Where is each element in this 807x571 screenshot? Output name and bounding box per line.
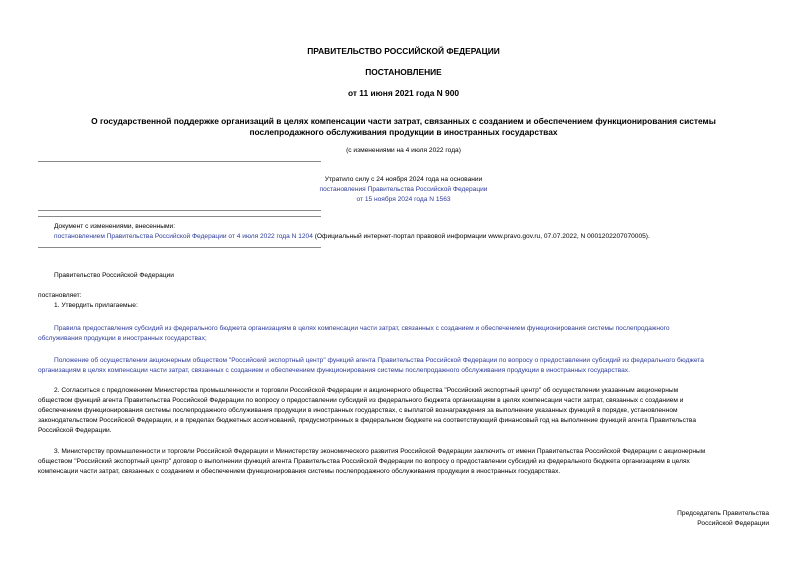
regulation-link[interactable]: Положение об осуществлении акционерным обществом "Российский экспортный центр" функций агента Правительства Российской Федерации по вопросу о предоставлении субсидий из федерального бюджета <box>54 357 704 364</box>
amendments-note: (с изменениями на 4 июля 2022 года) <box>346 147 461 154</box>
decides: постановляет: <box>38 292 82 299</box>
divider <box>38 247 321 248</box>
item-2-line: обществом функций агента Правительства Российской Федерации по вопросу о предоставлении субсидий из федерального бюджета организациям в целях компенсации части затрат, связанных с созданием и <box>38 397 684 404</box>
changes-label: Документ с изменениями, внесенными: <box>54 223 176 230</box>
document-title-line-2: послепродажного обслуживания продукции в иностранных государствах <box>249 127 558 137</box>
signature-org: Российской Федерации <box>697 520 769 527</box>
item-2-line: Российской Федерации. <box>38 427 112 434</box>
expired-decree-link-date[interactable]: от 15 ноября 2024 года N 1563 <box>356 196 451 203</box>
changes-source: (Официальный интернет-портал правовой информации www.pravo.gov.ru, 07.07.2022, N 0001202207070005). <box>312 233 650 240</box>
authority: Правительство Российской Федерации <box>54 272 174 279</box>
rules-link-cont[interactable]: обслуживания продукции в иностранных государствах; <box>38 335 207 342</box>
item-3-line: 3. Министерству промышленности и торговли Российской Федерации и Министерству экономического развития Российской Федерации заключить от имени Правительства Российской Федерации с акционерным <box>54 448 706 455</box>
rules-link[interactable]: Правила предоставления субсидий из федерального бюджета организациям в целях компенсации части затрат, связанных с созданием и обеспечением функционирования системы послепродажного <box>54 325 670 332</box>
changes-line <box>54 232 650 242</box>
item-1: 1. Утвердить прилагаемые: <box>54 302 138 309</box>
item-2-line: обеспечением функционирования системы послепродажного обслуживания продукции в иностранных государствах, с выплатой вознаграждения за выполнение указанных функций в порядке, установленном <box>38 407 678 414</box>
divider <box>38 210 321 211</box>
item-3-line: обществом "Российский экспортный центр" договор о выполнении функций агента Правительства Российской Федерации по вопросу о предоставлении субсидий из федерального бюджета организациям в целях <box>38 458 690 465</box>
item-3-line: компенсации части затрат, связанных с созданием и обеспечением функционирования системы послепродажного обслуживания продукции в иностранных государствах. <box>38 468 561 475</box>
signature-title: Председатель Правительства <box>677 510 769 517</box>
document-type: ПОСТАНОВЛЕНИЕ <box>365 67 442 77</box>
divider <box>38 216 321 217</box>
document-title-line-1: О государственной поддержке организаций в целях компенсации части затрат, связанных с созданием и обеспечением функционирования системы <box>91 116 716 126</box>
government-title: ПРАВИТЕЛЬСТВО РОССИЙСКОЙ ФЕДЕРАЦИИ <box>307 46 500 56</box>
expired-notice: Утратило силу с 24 ноября 2024 года на основании <box>324 176 483 183</box>
regulation-link-cont[interactable]: организациям в целях компенсации части затрат, связанных с созданием и обеспечением функционирования системы послепродажного обслуживания продукции в иностранных государствах. <box>38 367 630 374</box>
expired-decree-link[interactable]: постановления Правительства Российской Федерации <box>319 186 488 193</box>
item-2-line: законодательством Российской Федерации, и в пределах бюджетных ассигнований, предусмотренных в федеральном бюджете на соответствующий финансовый год на выполнение функций агента Правительства <box>38 417 696 424</box>
document-date-number: от 11 июня 2021 года N 900 <box>347 88 460 98</box>
divider <box>38 161 321 162</box>
changes-decree-link[interactable]: постановлением Правительства Российской Федерации от 4 июля 2022 года N 1204 <box>54 233 313 240</box>
item-2-line: 2. Согласиться с предложением Министерства промышленности и торговли Российской Федерации и акционерного общества "Российский экспортный центр" об осуществлении указанным акционерным <box>54 387 679 394</box>
